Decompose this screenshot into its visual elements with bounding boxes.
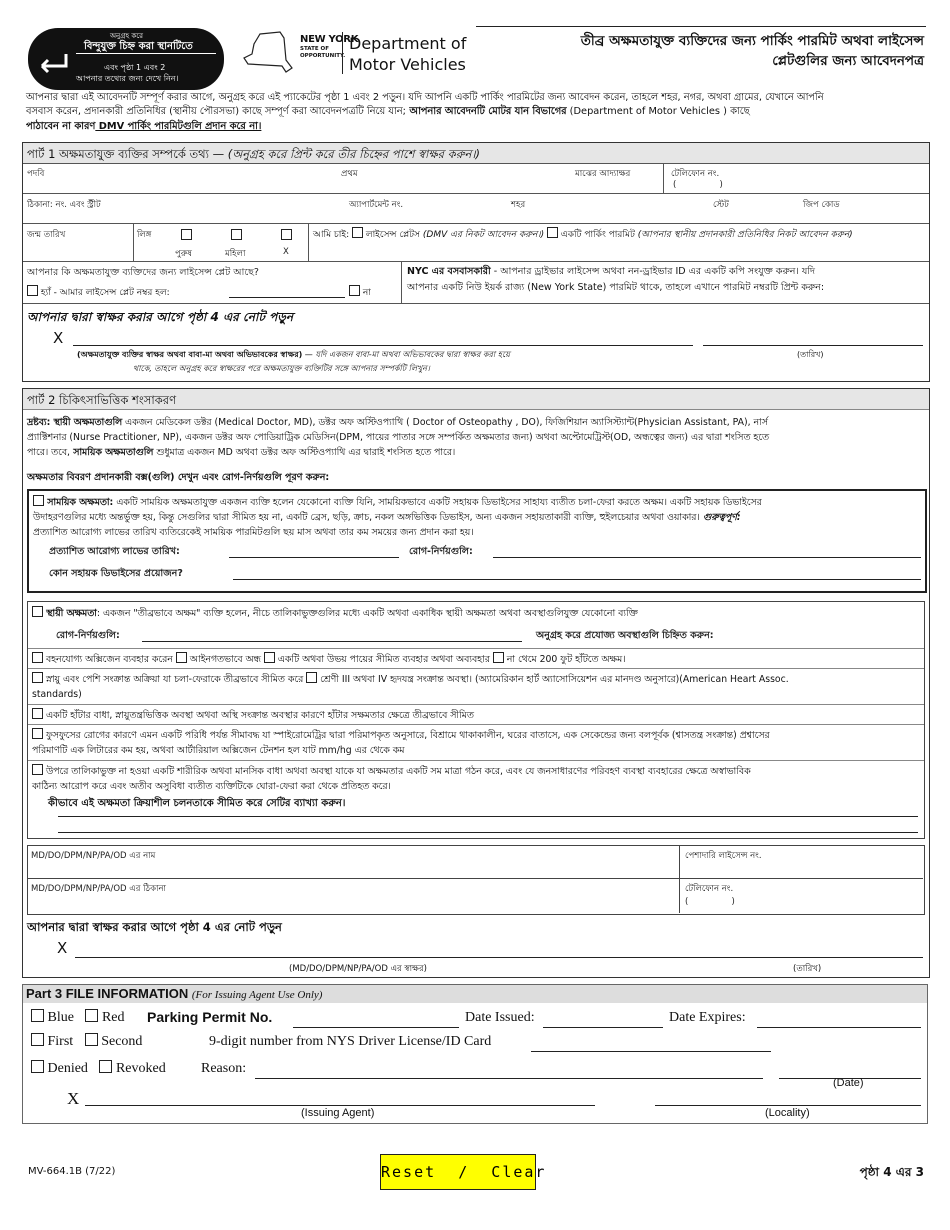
badge-line-4: আপনার তথ্যের জন্য দেখে নিন।: [76, 74, 179, 83]
plates-yes-checkbox[interactable]: [27, 285, 38, 296]
ny-state-map-icon: [240, 30, 300, 76]
form-title-line1: তীব্র অক্ষমতাযুক্ত ব্যক্তিদের জন্য পার্কিং পারমিট অথবা লাইসেন্স: [580, 33, 924, 49]
agent-caption: (Issuing Agent): [301, 1107, 375, 1119]
license-label: পেশাদারি লাইসেন্স নং.: [685, 851, 762, 861]
part2-date-input[interactable]: [695, 957, 923, 958]
perm-diagnosis-label: রোগ-নির্ণয়গুলি:: [56, 630, 120, 641]
plates-no-option: না: [349, 285, 371, 300]
part3-title: Part 3 FILE INFORMATION (For Issuing Agent Use Only): [26, 986, 323, 1001]
practitioner-name-label: MD/DO/DPM/NP/PA/OD এর নাম: [31, 851, 156, 861]
temp-diagnosis-label: রোগ-নির্ণয়গুলি:: [409, 546, 473, 557]
blind-checkbox[interactable]: [176, 652, 187, 663]
sex-female-checkbox[interactable]: [231, 229, 242, 240]
denied-checkbox[interactable]: [31, 1060, 44, 1073]
form-title-line2: প্লেটগুলির জন্য আবেদনপত্র: [772, 53, 924, 69]
part2-title: পার্ট 2 চিকিৎসাভিত্তিক শংসাকরণ: [27, 393, 177, 407]
oxygen-checkbox[interactable]: [32, 652, 43, 663]
part1-signature-input[interactable]: [73, 345, 693, 346]
part1-sig-caption: (অক্ষমতাযুক্ত ব্যক্তির স্বাক্ষর অথবা বাবা-মা অথবা অভিভাবকের স্বাক্ষর) — যদি একজন বাবা-মা অথবা অভিভাবকের দ্বারা স্বাক্ষর করা হয়ে: [77, 350, 510, 359]
part3-sig-x: X: [67, 1089, 80, 1108]
permanent-checkbox[interactable]: [32, 606, 43, 617]
recovery-date-label: প্রত্যাশিত আরোগ্য লাভের তারিখ:: [49, 546, 180, 557]
ny-logo-text: NEW YORK: [300, 34, 359, 45]
color-options: Blue Red: [31, 1009, 125, 1026]
zip-label: জিপ কোড: [803, 200, 840, 210]
reason-input[interactable]: [255, 1078, 763, 1079]
part1-date-caption: (তারিখ): [797, 350, 824, 359]
first-checkbox[interactable]: [31, 1033, 44, 1046]
city-label: শহর: [511, 200, 526, 210]
part1-sig-x: X: [53, 329, 64, 347]
nine-digit-input[interactable]: [531, 1051, 771, 1052]
plates-question: আপনার কি অক্ষমতাযুক্ত ব্যক্তিদের জন্য লাইসেন্স প্লেট আছে?: [27, 267, 259, 278]
walk-200ft-checkbox[interactable]: [493, 652, 504, 663]
want-plates-checkbox[interactable]: [352, 227, 363, 238]
part2-sig-x: X: [57, 939, 68, 957]
arrow-left-icon: [32, 54, 72, 78]
cardiac-checkbox[interactable]: [306, 672, 317, 683]
part1-date-input[interactable]: [703, 345, 923, 346]
intro-line-1: আপনার দ্বারা এই আবেদনটি সম্পূর্ণ করার আগে, অনুগ্রহ করে এই প্যাকেটের পৃষ্ঠা 1 এবং 2 পড়ুন। যদি আপনি একটি পার্কিং পারমিটের জন্য আবেদন করেন, তাহলে শহর, নগর, অথবা গ্রামের, যেখানে আপনি: [26, 92, 824, 103]
issue-options: First Second: [31, 1033, 142, 1050]
permanent-disability-box: [27, 601, 925, 839]
explain-input-1[interactable]: [58, 816, 918, 817]
other-impairment-checkbox[interactable]: [32, 764, 43, 775]
part2-read-note: আপনার দ্বারা স্বাক্ষর করার আগে পৃষ্ঠা 4 এর নোট পড়ুন: [27, 920, 282, 934]
phone-area-code: ( ): [673, 180, 723, 190]
status-options: Denied Revoked: [31, 1060, 166, 1077]
gait-checkbox[interactable]: [32, 708, 43, 719]
permit-no-input[interactable]: [293, 1027, 459, 1028]
middle-initial-label: মাঝের আদ্যাক্ষর: [575, 169, 631, 179]
sex-male-label: পুরুষ: [175, 249, 192, 259]
part3-date-caption: (Date): [833, 1077, 864, 1089]
perm-diagnosis-input[interactable]: [142, 641, 522, 642]
permit-no-label: Parking Permit No.: [147, 1009, 273, 1025]
temporary-text: সাময়িক অক্ষমতা: একটি সাময়িক অক্ষমতাযুক্ত একজন ব্যক্তি হলেন যেকোনো ব্যক্তি যিনি, সাময়িকভাবে একটি সহায়ক ডিভাইসের সাহায্য ব্যতীত চলা-ফেরা করতে অক্ষম। একটি সহায়ক ডিভাইসের উদাহরণগুলির মধ্যে অন্তর্ভুক্ত হয়, কিন্তু সেগুলির দ্বারা সীমিত হয় না, একটি ব্রেস, ছড়ি, ক্রাচ, নকল অঙ্গভিত্তিক ডিভাইস, অন্য একজন সহায়তাকারী ব্যক্তি, হুইলচেয়ার অথবা ওয়াকার। গুরুত্বপূর্ণ: প্রত্যাশিত আরোগ্য লাভের তারিখ ব্যতিরেকেই সাময়িক পারমিটগুলি ছয় মাস অথবা তার কম সময়ের জন্য প্রদান করা হয়।: [33, 497, 762, 538]
issuing-agent-input[interactable]: [85, 1105, 595, 1106]
part2-section: [22, 388, 930, 978]
dept-name-line1: Department of: [349, 34, 467, 53]
form-id: MV-664.1B (7/22): [28, 1166, 116, 1177]
locality-caption: (Locality): [765, 1107, 810, 1119]
device-label: কোন সহায়ক ডিভাইসের প্রয়োজন?: [49, 568, 183, 579]
plates-yes-option: হ্যাঁ - আমার লাইসেন্স প্লেট নম্বর হল:: [27, 285, 170, 300]
reset-clear-button[interactable]: Reset / Clear: [380, 1154, 536, 1190]
part1-sig-caption-2: থাকে, তাহলে অনুগ্রহ করে স্বাক্ষরের পরে অক্ষমতাযুক্ত ব্যক্তিটির সঙ্গে আপনার সম্পর্কটি লিখুন।: [133, 364, 430, 373]
second-checkbox[interactable]: [85, 1033, 98, 1046]
nine-digit-label: 9-digit number from NYS Driver License/ID Card: [209, 1034, 492, 1049]
date-issued-input[interactable]: [543, 1027, 663, 1028]
sex-x-label: X: [283, 247, 289, 257]
recovery-date-input[interactable]: [229, 557, 399, 558]
date-issued-label: Date Issued:: [465, 1010, 535, 1025]
sex-x-checkbox[interactable]: [281, 229, 292, 240]
explain-input-2[interactable]: [58, 832, 918, 833]
part2-date-caption: (তারিখ): [793, 964, 822, 974]
apartment-label: অ্যাপার্টমেন্ট নং.: [349, 200, 404, 210]
temporary-disability-box: [27, 489, 927, 593]
state-label: স্টেট: [713, 200, 729, 210]
date-expires-label: Date Expires:: [669, 1010, 746, 1025]
address-label: ঠিকানা: নং. এবং স্ট্রীট: [27, 200, 101, 210]
want-permit-checkbox[interactable]: [547, 227, 558, 238]
revoked-checkbox[interactable]: [99, 1060, 112, 1073]
device-input[interactable]: [233, 579, 921, 580]
practitioner-address-input[interactable]: [31, 894, 671, 908]
red-checkbox[interactable]: [85, 1009, 98, 1022]
intro-line-3: পাঠাবেন না কারণ DMV পার্কিং পারমিটগুলি প্রদান করে না।: [26, 121, 262, 132]
ny-logo-subtext: STATE OF OPPORTUNITY.: [300, 46, 346, 59]
dept-name-line2: Motor Vehicles: [349, 55, 466, 74]
last-name-input[interactable]: [63, 169, 323, 189]
last-name-label: পদবি: [27, 169, 45, 179]
first-name-input[interactable]: [373, 169, 563, 189]
part2-signature-input[interactable]: [75, 957, 695, 958]
nyc-resident-note: NYC এর বসবাসকারী - আপনার ড্রাইভার লাইসেন্স অথবা নন-ড্রাইভার ID এর একটি কপি সংযুক্ত করুন। যদি আপনার একটি নিউ ইয়র্ক রাজ্য (New York State) পারমিট থাকে, তাহলে এখানে পারমিট নম্বরটি প্রিন্ট করুন:: [407, 266, 825, 293]
condition-row-1: বহনযোগ্য অক্সিজেন ব্যবহার করেন আইনগতভাবে অন্ধ একটি অথবা উভয় পায়ের সীমিত ব্যবহার অথবা অব্যবহার না থেমে 200 ফুট হাঁটতে অক্ষম।: [32, 652, 626, 667]
practitioner-phone-area: ( ): [685, 897, 735, 907]
blue-checkbox[interactable]: [31, 1009, 44, 1022]
part1-section: [22, 142, 930, 382]
part2-sig-caption: (MD/DO/DPM/NP/PA/OD এর স্বাক্ষর): [289, 964, 427, 974]
badge-line-1: অনুগ্রহ করে: [110, 32, 143, 40]
plate-number-input[interactable]: [229, 297, 345, 298]
condition-row-2: স্নায়ু এবং পেশি সংক্রান্ত অক্রিয়া যা চলা-ফেরাকে তীব্রভাবে সীমিত করে শ্রেণী III অথবা IV হৃদযন্ত্র সংক্রান্ত অবস্থা। (অ্যামেরিকান হার্ট অ্যাসোসিয়েশন এর মানদণ্ড অনুসারে)(American Heart Assoc. standards): [32, 674, 789, 700]
plates-no-checkbox[interactable]: [349, 285, 360, 296]
first-name-label: প্রথম: [341, 169, 358, 179]
phone-input[interactable]: [723, 179, 923, 191]
badge-line-2: বিন্দুযুক্ত চিহ্ন করা স্থানটিতে: [84, 41, 193, 52]
explain-label: কীভাবে এই অক্ষমতা ক্রিয়াশীল চলনতাকে সীমিত করে সেটির ব্যাখ্যা করুন।: [48, 798, 346, 809]
reason-label: Reason:: [201, 1061, 247, 1076]
phone-label: টেলিফোন নং.: [671, 169, 720, 179]
badge-line-3: এবং পৃষ্ঠা 1 এবং 2: [104, 63, 166, 72]
dob-label: জন্ম তারিখ: [27, 230, 66, 240]
intro-line-2: বসবাস করেন, প্রদানকারী প্রতিনিধির (স্থানীয় পৌরসভা) কাছে সম্পূর্ণ করা আবেদনপত্রটি নিয়ে যান; আপনার আবেদনটি মোটর যান বিভাগের (Department of Motor Vehicles ) কাছে: [26, 106, 750, 117]
part2-note: দ্রষ্টব্য: স্থায়ী অক্ষমতাগুলি একজন মেডিকেল ডক্টর (Medical Doctor, MD), ডক্টর অফ অস্টিওপ্যাথি ( Doctor of Osteopathy , DO), ফিজিশিয়ান অ্যাসিস্ট্যান্ট(Physician Assistant, PA), নার্স প্র্যাক্টিশনার (Nurse Practitioner, NP), একজন ডক্টর অফ পোডিয়াট্রিক মেডিসিন(DPM, পায়ের পাতার সঙ্গে সম্পর্কিত অক্ষমতার জন্য) অথবা অপ্টোমেট্রিস্ট(OD, অন্ধত্বের জন্য) এর দ্বারা শংসিত হতে পারে। তবে, সাময়িক অক্ষমতাগুলি শুধুমাত্র একজন MD অথবা ডক্টর অফ অস্টিওপ্যাথি এর দ্বারাই শংসিত হতে পারে।: [27, 417, 769, 458]
page-number: পৃষ্ঠা 4 এর 3: [859, 1165, 924, 1179]
neuromuscular-checkbox[interactable]: [32, 672, 43, 683]
part1-title: পার্ট 1 অক্ষমতাযুক্ত ব্যক্তির সম্পর্কে তথ্য — (অনুগ্রহ করে প্রিন্ট করে তীর চিহ্নের পাশে স্বাক্ষর করুন।): [27, 147, 480, 161]
instruction-badge: [28, 28, 224, 90]
temporary-checkbox[interactable]: [33, 495, 44, 506]
perm-check-label: অনুগ্রহ করে প্রযোজ্য অবস্থাগুলি চিহ্নিত করুন:: [536, 630, 714, 641]
lung-checkbox[interactable]: [32, 728, 43, 739]
condition-row-5: উপরে তালিকাভুক্ত না হওয়া একটি শারীরিক অথবা মানসিক বাধা অথবা অবস্থা যাকে যা অক্ষমতার একটি সম মাত্রা গঠন করে, এবং যে জনসাধারণের পরিবহণ ব্যবস্থা ব্যবহারের ক্ষেত্রে অস্বাভাবিক কাঠিন্য আরোপ করে এবং অতীব অসুবিধা ব্যতীত ব্যক্তিটিকে ঘোরা-ফেরা করা থেকে প্রতিহত করে।: [32, 766, 751, 792]
part3-section: [22, 984, 928, 1124]
part2-instruction: অক্ষমতার বিবরণ প্রদানকারী বক্স(গুলি) দেখুন এবং রোগ-নির্ণয়গুলি পূরণ করুন:: [27, 472, 330, 483]
temp-diagnosis-input[interactable]: [493, 557, 921, 558]
practitioner-phone-label: টেলিফোন নং.: [685, 884, 734, 894]
want-options: আমি চাই: লাইসেন্স প্লেটস (DMV এর নিকট আবেদন করুন।) একটি পার্কিং পারমিট (আপনার স্থানীয় প্রদানকারী প্রতিনিধির নিকট আবেদন করুন): [313, 227, 925, 243]
practitioner-address-label: MD/DO/DPM/NP/PA/OD এর ঠিকানা: [31, 884, 167, 894]
permanent-text: স্থায়ী অক্ষমতা: একজন "তীব্রভাবে অক্ষম" ব্যক্তি হলেন, নীচে তালিকাভুক্তগুলির মধ্যে একটি অথবা একাধিক স্থায়ী অক্ষমতা অথবা অবস্থাগুলিযুক্ত যেকোনো ব্যক্তি: [32, 606, 638, 621]
date-expires-input[interactable]: [757, 1027, 921, 1028]
locality-input[interactable]: [655, 1105, 921, 1106]
part1-read-note: আপনার দ্বারা স্বাক্ষর করার আগে পৃষ্ঠা 4 এর নোট পড়ুন: [27, 310, 293, 324]
leg-use-checkbox[interactable]: [264, 652, 275, 663]
sex-female-label: মহিলা: [225, 249, 246, 259]
condition-row-3: একটি হাঁটার বাধা, স্নায়ুতন্ত্রভিত্তিক অবস্থা অথবা অস্থি সংক্রান্ত অবস্থার কারণে হাঁটার সক্ষমতার ক্ষেত্রে তীব্রভাবে সীমিত: [32, 708, 474, 723]
sex-label: লিঙ্গ: [137, 230, 152, 240]
practitioner-name-input[interactable]: [31, 861, 671, 875]
sex-male-checkbox[interactable]: [181, 229, 192, 240]
condition-row-4: ফুসফুসের রোগের কারণে এমন একটি পরিধি পর্যন্ত সীমাবদ্ধ যা স্পাইরোমেট্রির দ্বারা পরিমাপকৃত অনুসারে, বিশ্রামে থাকাকালীন, ঘরের বাতাসে, এক সেকেন্ডের জন্য বলপূর্বক (শ্বাসতন্ত্র সংক্রান্ত) প্রশ্বাসের পরিমাণটি এক লিটারের কম হয়, অথবা আর্টারিয়াল অক্সিজেন টেনশন হল যাট mm/hg এর থেকে কম: [32, 730, 770, 756]
address-input[interactable]: [27, 209, 327, 221]
